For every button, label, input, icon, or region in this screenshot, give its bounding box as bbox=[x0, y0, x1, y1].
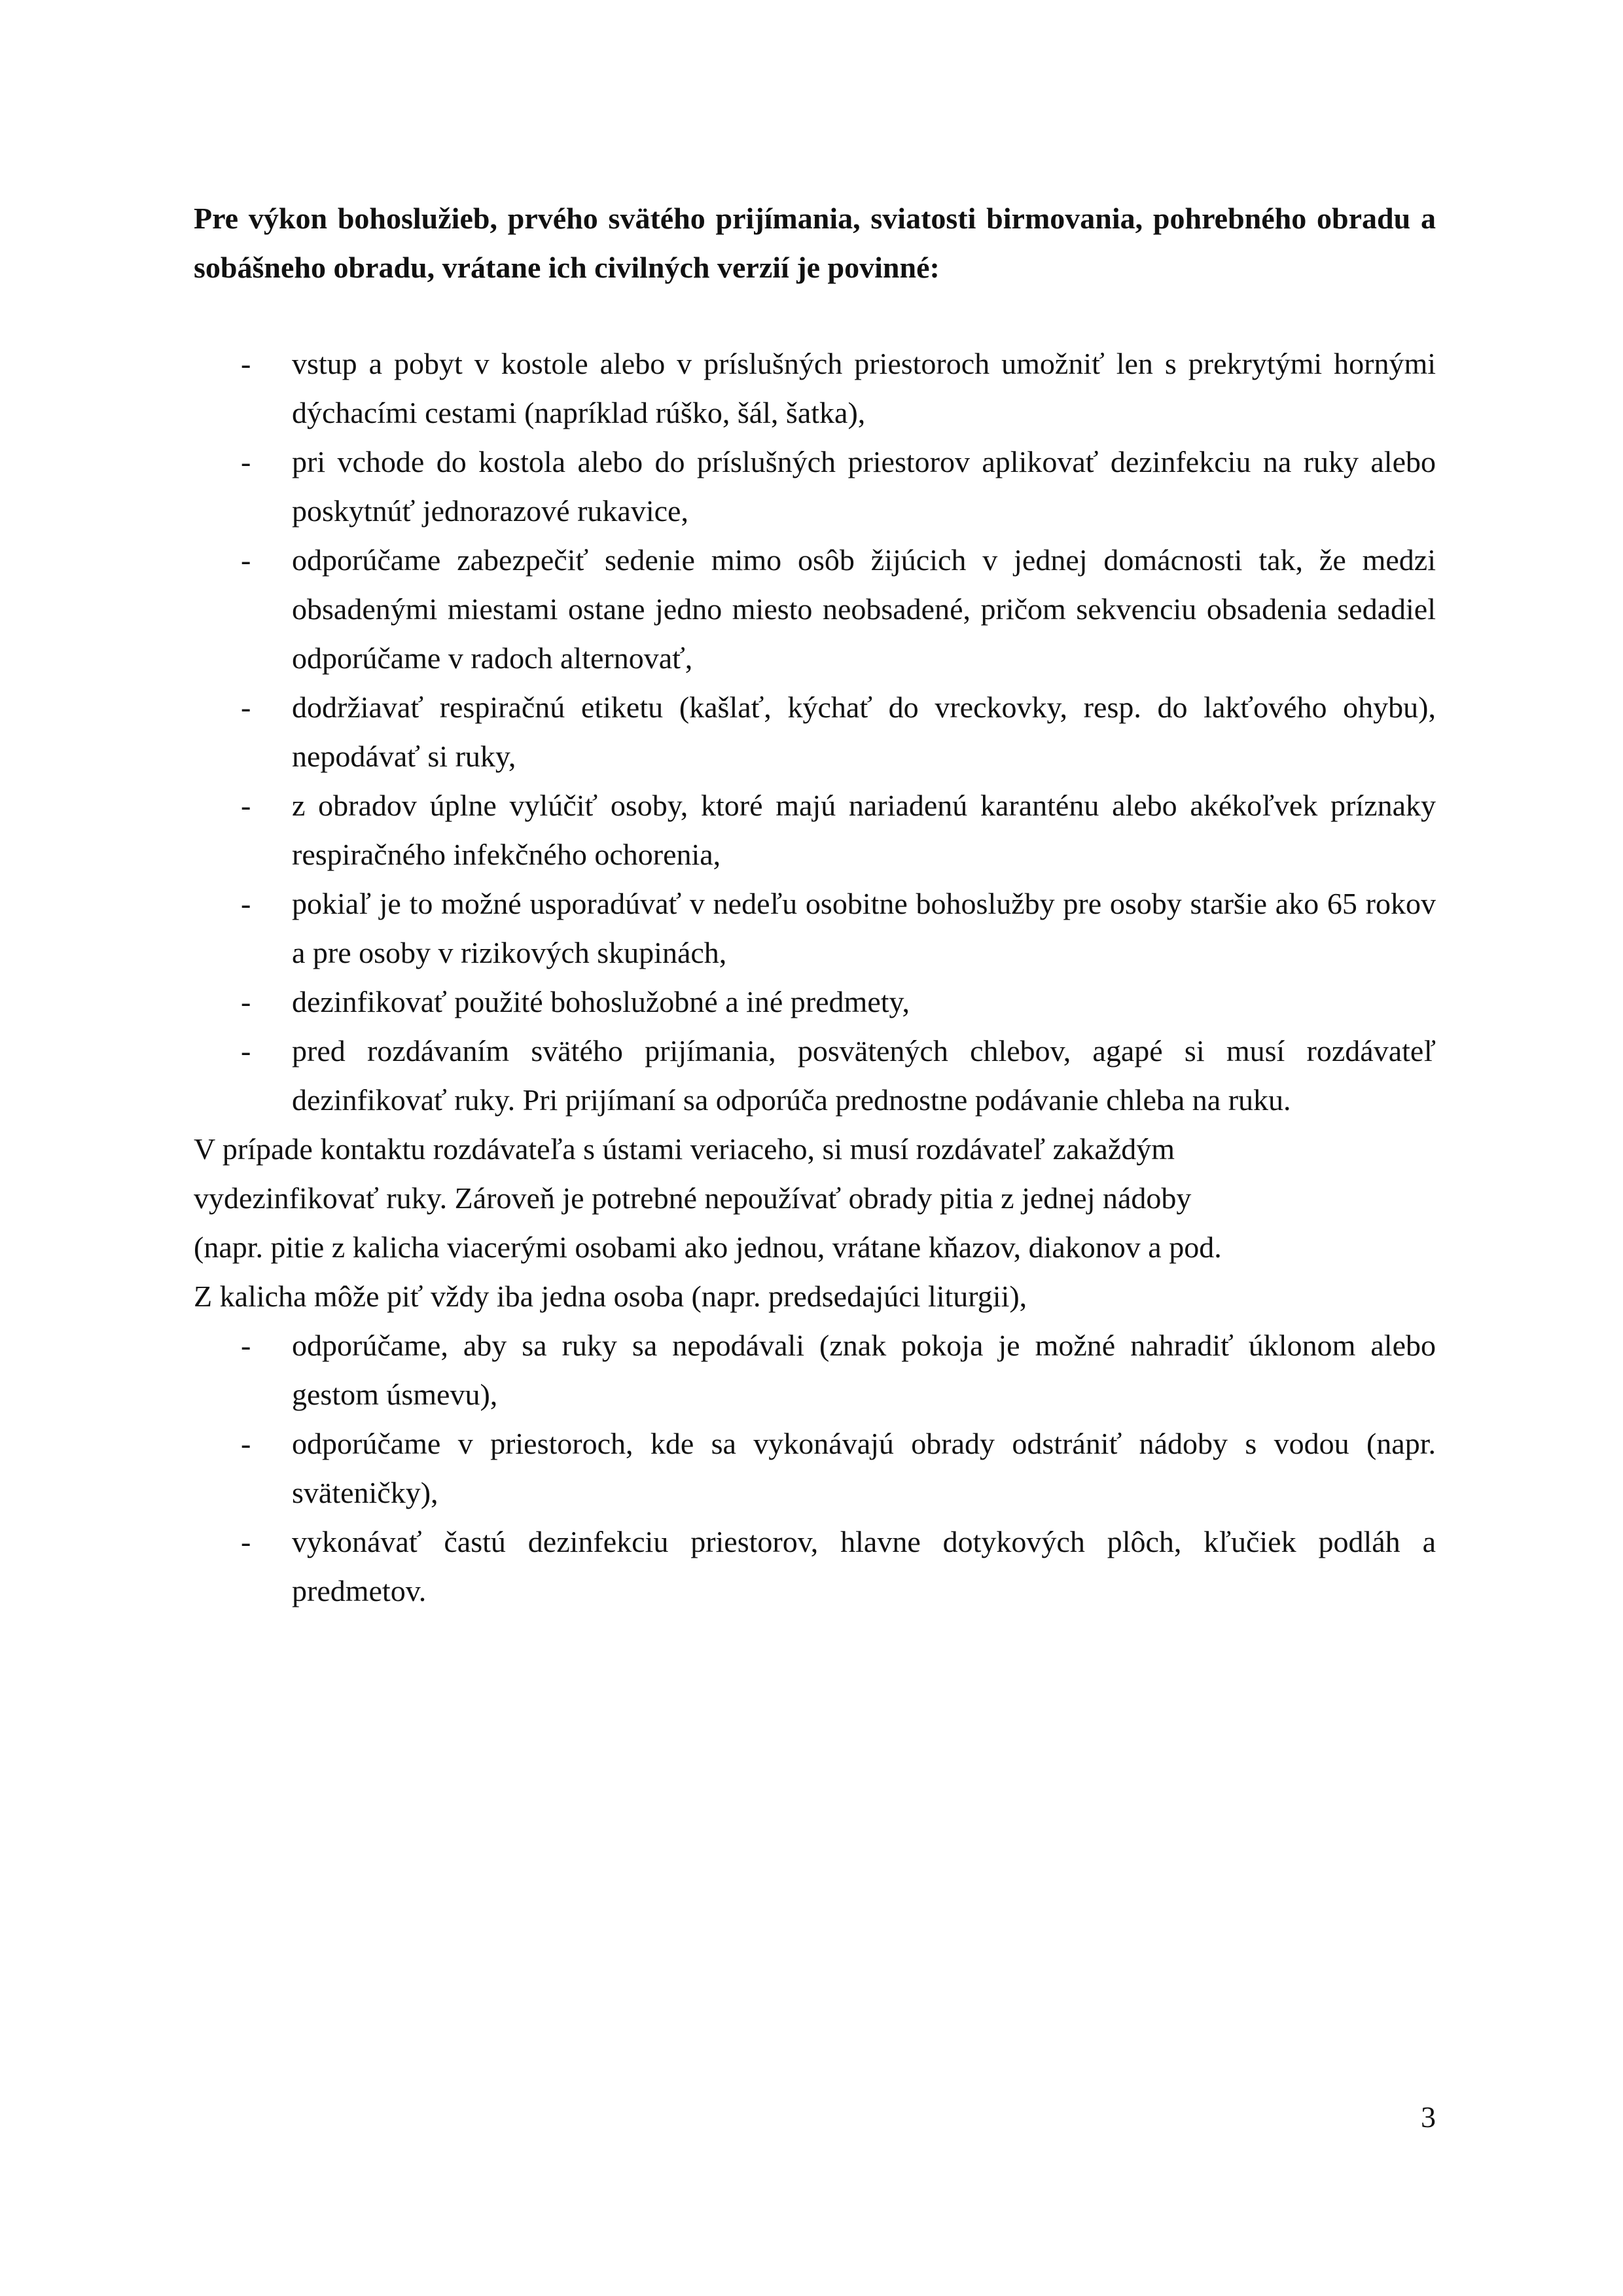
bullet-dash: - bbox=[241, 347, 251, 380]
paragraph-line: vydezinfikovať ruky. Zároveň je potrebné nepoužívať obrady pitia z jednej nádoby bbox=[194, 1181, 1192, 1215]
body-paragraph bbox=[194, 1124, 1436, 1321]
list-item bbox=[194, 683, 1436, 781]
list-item-text: vykonávať častú dezinfekciu priestorov, hlavne dotykových plôch, kľučiek podláh a predmetov. bbox=[292, 1525, 1436, 1607]
page-content bbox=[194, 194, 1436, 1615]
list-item-text: odporúčame zabezpečiť sedenie mimo osôb žijúcich v jednej domácnosti tak, že medzi obsadenými miestami ostane jedno miesto neobsadené, pričom sekvenciu obsadenia sedadiel odporúčame v radoch alternovať, bbox=[292, 543, 1436, 675]
list-item bbox=[194, 1321, 1436, 1419]
paragraph-line: V prípade kontaktu rozdávateľa s ústami veriaceho, si musí rozdávateľ zakaždým bbox=[194, 1132, 1175, 1166]
list-item bbox=[194, 781, 1436, 879]
bullet-dash: - bbox=[241, 1329, 251, 1362]
bullet-dash: - bbox=[241, 543, 251, 577]
list-item bbox=[194, 535, 1436, 683]
list-item bbox=[194, 879, 1436, 977]
list-item bbox=[194, 1419, 1436, 1517]
recommendations-list bbox=[194, 1321, 1436, 1615]
list-item-text: dezinfikovať použité bohoslužobné a iné predmety, bbox=[292, 985, 910, 1018]
list-item bbox=[194, 1517, 1436, 1615]
requirements-list bbox=[194, 339, 1436, 1124]
paragraph-line: (napr. pitie z kalicha viacerými osobami ako jednou, vrátane kňazov, diakonov a pod. bbox=[194, 1230, 1222, 1264]
list-item-text: pokiaľ je to možné usporadúvať v nedeľu osobitne bohoslužby pre osoby staršie ako 65 rokov a pre osoby v rizikových skupinách, bbox=[292, 887, 1436, 969]
list-item-text: pred rozdávaním svätého prijímania, posvätených chlebov, agapé si musí rozdávateľ dezinfikovať ruky. Pri prijímaní sa odporúča prednostne podávanie chleba na ruku. bbox=[292, 1034, 1436, 1117]
bullet-dash: - bbox=[241, 1525, 251, 1558]
list-item bbox=[194, 977, 1436, 1026]
page-number: 3 bbox=[1421, 2100, 1436, 2134]
list-item-text: dodržiavať respiračnú etiketu (kašlať, kýchať do vreckovky, resp. do lakťového ohybu), nepodávať si ruky, bbox=[292, 691, 1436, 773]
list-item-text: vstup a pobyt v kostole alebo v príslušných priestoroch umožniť len s prekrytými hornými dýchacími cestami (napríklad rúško, šál, šatka), bbox=[292, 347, 1436, 429]
bullet-dash: - bbox=[241, 1034, 251, 1067]
list-item bbox=[194, 339, 1436, 437]
paragraph-line: Z kalicha môže piť vždy iba jedna osoba (napr. predsedajúci liturgii), bbox=[194, 1280, 1027, 1313]
list-item-text: z obradov úplne vylúčiť osoby, ktoré majú nariadenú karanténu alebo akékoľvek príznaky respiračného infekčného ochorenia, bbox=[292, 789, 1436, 871]
list-item bbox=[194, 1026, 1436, 1124]
list-item-text: pri vchode do kostola alebo do príslušných priestorov aplikovať dezinfekciu na ruky alebo poskytnúť jednorazové rukavice, bbox=[292, 445, 1436, 528]
list-item bbox=[194, 437, 1436, 535]
section-heading: Pre výkon bohoslužieb, prvého svätého prijímania, sviatosti birmovania, pohrebného obradu a sobášneho obradu, vrátane ich civilných verzií je povinné: bbox=[194, 202, 1436, 284]
list-item-text: odporúčame, aby sa ruky sa nepodávali (znak pokoja je možné nahradiť úklonom alebo gestom úsmevu), bbox=[292, 1329, 1436, 1411]
bullet-dash: - bbox=[241, 887, 251, 920]
bullet-dash: - bbox=[241, 445, 251, 478]
bullet-dash: - bbox=[241, 985, 251, 1018]
bullet-dash: - bbox=[241, 1427, 251, 1460]
list-item-text: odporúčame v priestoroch, kde sa vykonávajú obrady odstrániť nádoby s vodou (napr. sväteničky), bbox=[292, 1427, 1436, 1509]
bullet-dash: - bbox=[241, 789, 251, 822]
bullet-dash: - bbox=[241, 691, 251, 724]
